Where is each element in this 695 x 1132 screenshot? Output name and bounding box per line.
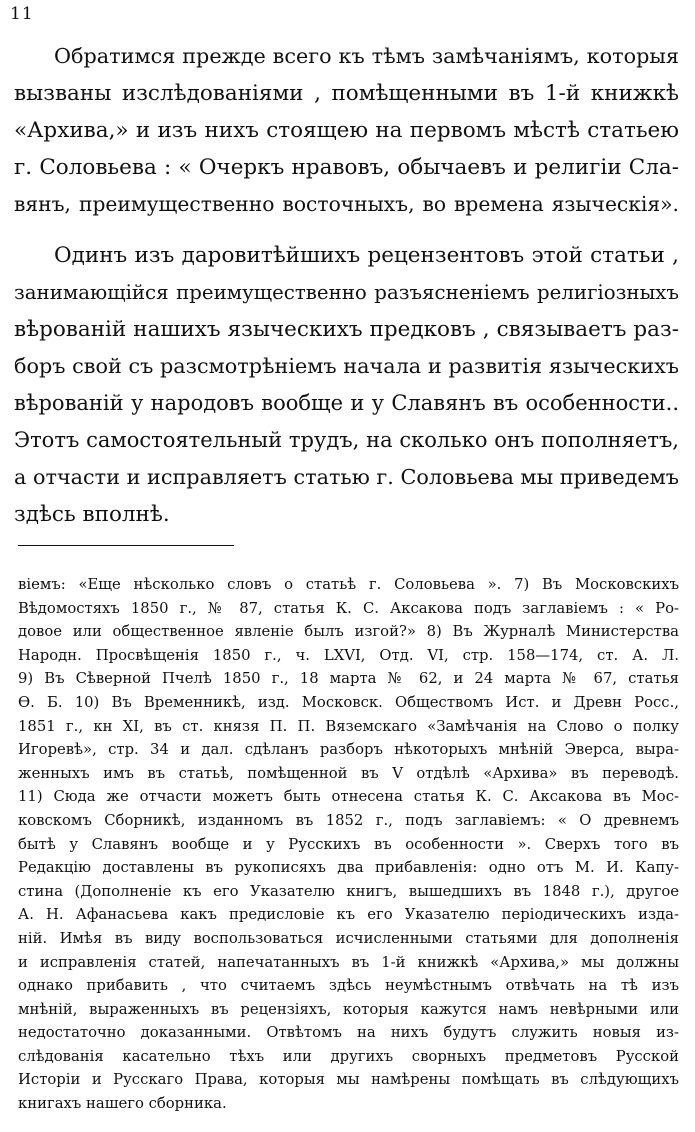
text-line: Обратимся прежде всего къ тѣмъ замѣчаніямъ, которыя [54,44,679,68]
paragraph-1 [14,38,679,223]
footnote-line: 1851 г., кн XI, въ ст. князя П. П. Вяземскаго «Замѣчанія на Слово о полку [18,717,679,735]
footnote-line: 11) Сюда же отчасти можетъ быть отнесена статья К. С. Аксакова въ Мос- [18,788,679,806]
paragraph-2 [14,237,679,533]
footnote-line: книгахъ нашего сборника. [18,1095,227,1113]
text-line: занимающійся преимущественно разъясненіемъ религіозныхъ [14,281,679,304]
text-line: вянъ, преимущественно восточныхъ, во времена языческія». [14,192,679,216]
text-line: вѣрованій у народовъ вообще и у Славянъ въ особенности.. [14,391,679,415]
footnote-line: слѣдованія касательно тѣхъ или другихъ сворныхъ предметовъ Русской [18,1047,679,1065]
footnote-line: женныхъ имъ въ статьѣ, помѣщенной въ V отдѣлѣ «Архива» въ переводѣ. [18,764,679,782]
text-line: боръ свой съ разсмотрѣніемъ начала и развитія языческихъ [14,354,679,378]
footnote-line: А. Н. Афанасьева какъ предисловіе къ его Указателю періодическихъ изда- [18,906,679,924]
text-line: г. Соловьева : « Очеркъ нравовъ, обычаевъ и религіи Сла- [14,155,679,180]
footnote [18,573,679,1116]
page-number: 11 [10,4,34,24]
footnote-line: довое или общественное явленіе былъ изгой?» 8) Въ Журналѣ Министерства [18,623,679,641]
footnote-line: бытѣ у Славянъ вообще и у Русскихъ въ особенности ». Сверхъ того въ [18,835,679,853]
text-line: Одинъ изъ даровитѣйшихъ рецензентовъ этой статьи , [54,243,679,268]
footnote-line: Редакцію доставлены въ рукописяхъ два прибавленія: одно отъ М. И. Капу- [18,859,679,877]
text-line: здѣсь вполнѣ. [14,502,170,527]
footnote-line: Исторіи и Русскаго Права, которыя мы намѣрены помѣщать въ слѣдующихъ [18,1071,679,1089]
footnote-line: ковскомъ Сборникѣ, изданномъ въ 1852 г., подъ заглавіемъ: « О древнемъ [18,811,679,829]
footnote-line: Ө. Б. 10) Въ Временникѣ, изд. Московск. Обществомъ Ист. и Древн Росс., [18,693,679,711]
main-text [14,38,679,547]
text-line: а отчасти и исправляетъ статью г. Соловьева мы приведемъ [14,465,679,489]
footnote-line: Народн. Просвѣщенія 1850 г., ч. LXVI, Отд. VI, стр. 158—174, ст. А. Л. [18,646,679,664]
text-line: вѣрованій нашихъ языческихъ предковъ , связываетъ раз- [14,317,679,342]
footnote-line: Вѣдомостяхъ 1850 г., № 87, статья К. С. Аксакова подъ заглавіемъ : « Ро- [18,599,679,617]
text-line: «Архива,» и изъ нихъ стоящею на первомъ мѣстѣ статьею [14,118,679,143]
footnote-line: Игоревѣ», стр. 34 и дал. сдѣланъ разборъ нѣкоторыхъ мнѣній Эверса, выра- [18,741,679,759]
footnote-line: віемъ: «Еще нѣсколько словъ о статьѣ г. Соловьева ». 7) Въ Московскихъ [18,576,679,593]
footnote-line: 9) Въ Сѣверной Пчелѣ 1850 г., 18 марта № 62, и 24 марта № 67, статья [18,670,679,688]
text-line: Этотъ самостоятельный трудъ, на сколько онъ пополняетъ, [14,428,679,452]
footnote-line: и исправленія статей, напечатанныхъ въ 1-й книжкѣ «Архива,» мы должны [18,953,679,971]
footnote-line: стина (Дополненіе къ его Указателю книгъ, вышедшихъ въ 1848 г.), другое [18,882,679,900]
footnote-separator [18,545,234,546]
footnote-line: ній. Имѣя въ виду воспользоваться исчисленными статьями для дополненія [18,929,679,947]
footnote-line: недостаточно доказанными. Отвѣтомъ на нихъ будутъ служить новыя из- [18,1024,679,1042]
footnote-line: однако прибавить , что считаемъ здѣсь неумѣстнымъ отвѣчать на тѣ изъ [18,977,679,995]
text-line: вызваны изслѣдованіями , помѣщенными въ 1-й книжкѣ [14,81,679,106]
footnote-line: мнѣній, выраженныхъ въ рецензіяхъ, которыя кажутся намъ невѣрными или [18,1000,679,1018]
